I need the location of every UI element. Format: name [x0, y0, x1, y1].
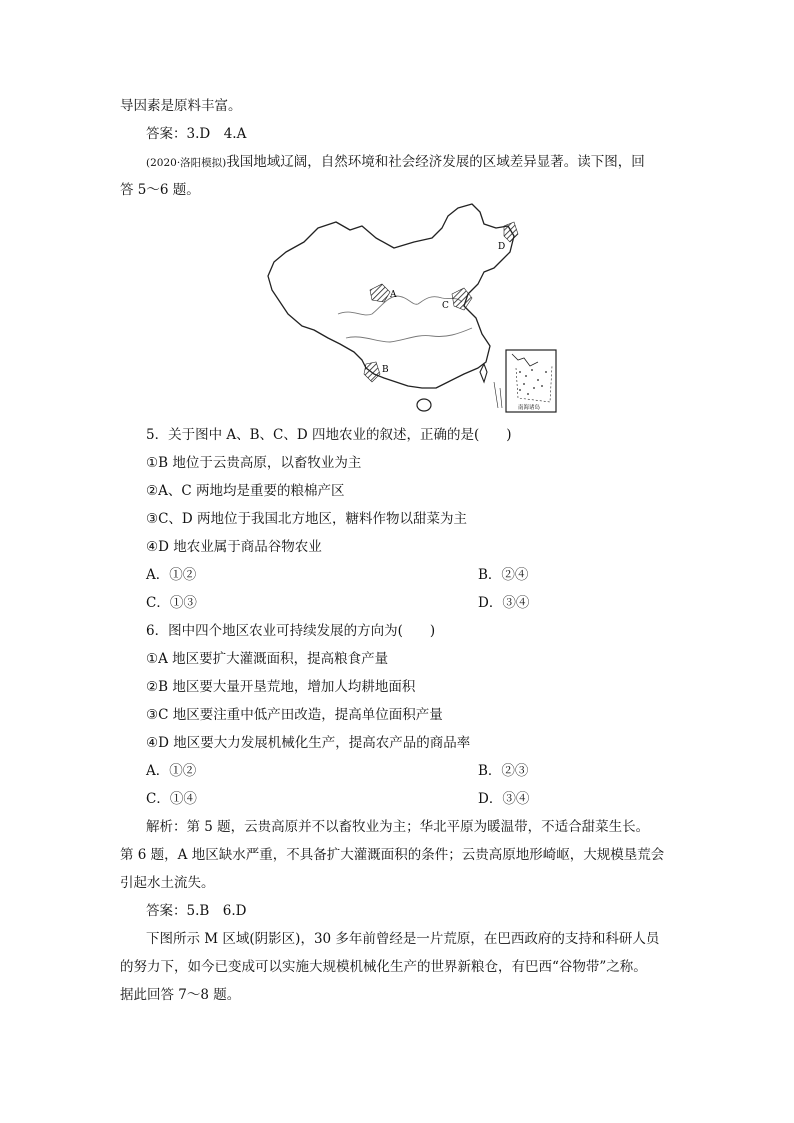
- taiwan-island: [480, 364, 487, 382]
- label-B: B: [382, 365, 389, 375]
- region-C: [442, 288, 472, 311]
- q6-option-a: A．①②: [146, 763, 197, 779]
- south-china-sea-inset: [506, 350, 556, 412]
- question-5: 5．关于图中 A、B、C、D 四地农业的叙述，正确的是( ): [146, 427, 512, 443]
- next-intro-2: 的努力下，如今已变成可以实施大规模机械化生产的世界新粮仓，有巴西“谷物带”之称。: [120, 959, 647, 975]
- q5-option-a: A．①②: [146, 567, 197, 583]
- label-D: D: [498, 242, 506, 252]
- answer-line: 答案：3.D 4.A: [146, 126, 247, 142]
- hainan-island: [417, 399, 431, 411]
- explanation-line-3: 引起水土流失。: [120, 875, 215, 891]
- q5-option-c: C．①③: [146, 595, 197, 611]
- q5-option-b: B．②④: [478, 567, 529, 583]
- source-tag: (2020·洛阳模拟): [146, 157, 227, 169]
- question-6: 6．图中四个地区农业可持续发展的方向为( ): [146, 623, 436, 639]
- q6-option-c: C．①④: [146, 791, 197, 807]
- china-map-figure: [266, 202, 558, 414]
- region-D: [498, 222, 518, 252]
- q5-statement-1: ①B 地位于云贵高原，以畜牧业为主: [146, 455, 362, 471]
- q6-option-d: D．③④: [478, 791, 530, 807]
- q6-statement-1: ①A 地区要扩大灌溉面积，提高粮食产量: [146, 651, 389, 667]
- explanation-line-1: 解析：第 5 题，云贵高原并不以畜牧业为主；华北平原为暖温带，不适合甜菜生长。: [146, 819, 650, 835]
- label-A: A: [390, 290, 397, 300]
- label-C: C: [442, 301, 449, 311]
- explanation-line-2: 第 6 题，A 地区缺水严重，不具备扩大灌溉面积的条件；云贵高原地形崎岖，大规模垦荒会: [120, 847, 665, 863]
- inset-caption: 南海诸岛: [518, 405, 541, 411]
- q6-statement-3: ③C 地区要注重中低产田改造，提高单位面积产量: [146, 707, 443, 723]
- q6-statement-2: ②B 地区要大量开垦荒地，增加人均耕地面积: [146, 679, 416, 695]
- q5-statement-2: ②A、C 两地均是重要的粮棉产区: [146, 483, 345, 499]
- q6-option-b: B．②③: [478, 763, 529, 779]
- intro-line-2: 答 5～6 题。: [120, 182, 200, 198]
- yangtze-river: [346, 328, 472, 342]
- q6-statement-4: ④D 地区要大力发展机械化生产，提高农产品的商品率: [146, 735, 471, 751]
- answer-line-2: 答案：5.B 6.D: [146, 903, 247, 919]
- q5-option-d: D．③④: [478, 595, 530, 611]
- text-line: 导因素是原料丰富。: [120, 98, 242, 114]
- next-intro-1: 下图所示 M 区域(阴影区)，30 多年前曾经是一片荒原，在巴西政府的支持和科研人员: [146, 931, 660, 947]
- next-intro-3: 据此回答 7～8 题。: [120, 987, 241, 1003]
- q5-statement-4: ④D 地农业属于商品谷物农业: [146, 539, 322, 555]
- region-A: [370, 284, 397, 302]
- q5-statement-3: ③C、D 两地位于我国北方地区，糖料作物以甜菜为主: [146, 511, 468, 527]
- intro-line: [146, 152, 645, 173]
- intro-text: 我国地域辽阔，自然环境和社会经济发展的区域差异显著。读下图，回: [226, 154, 645, 170]
